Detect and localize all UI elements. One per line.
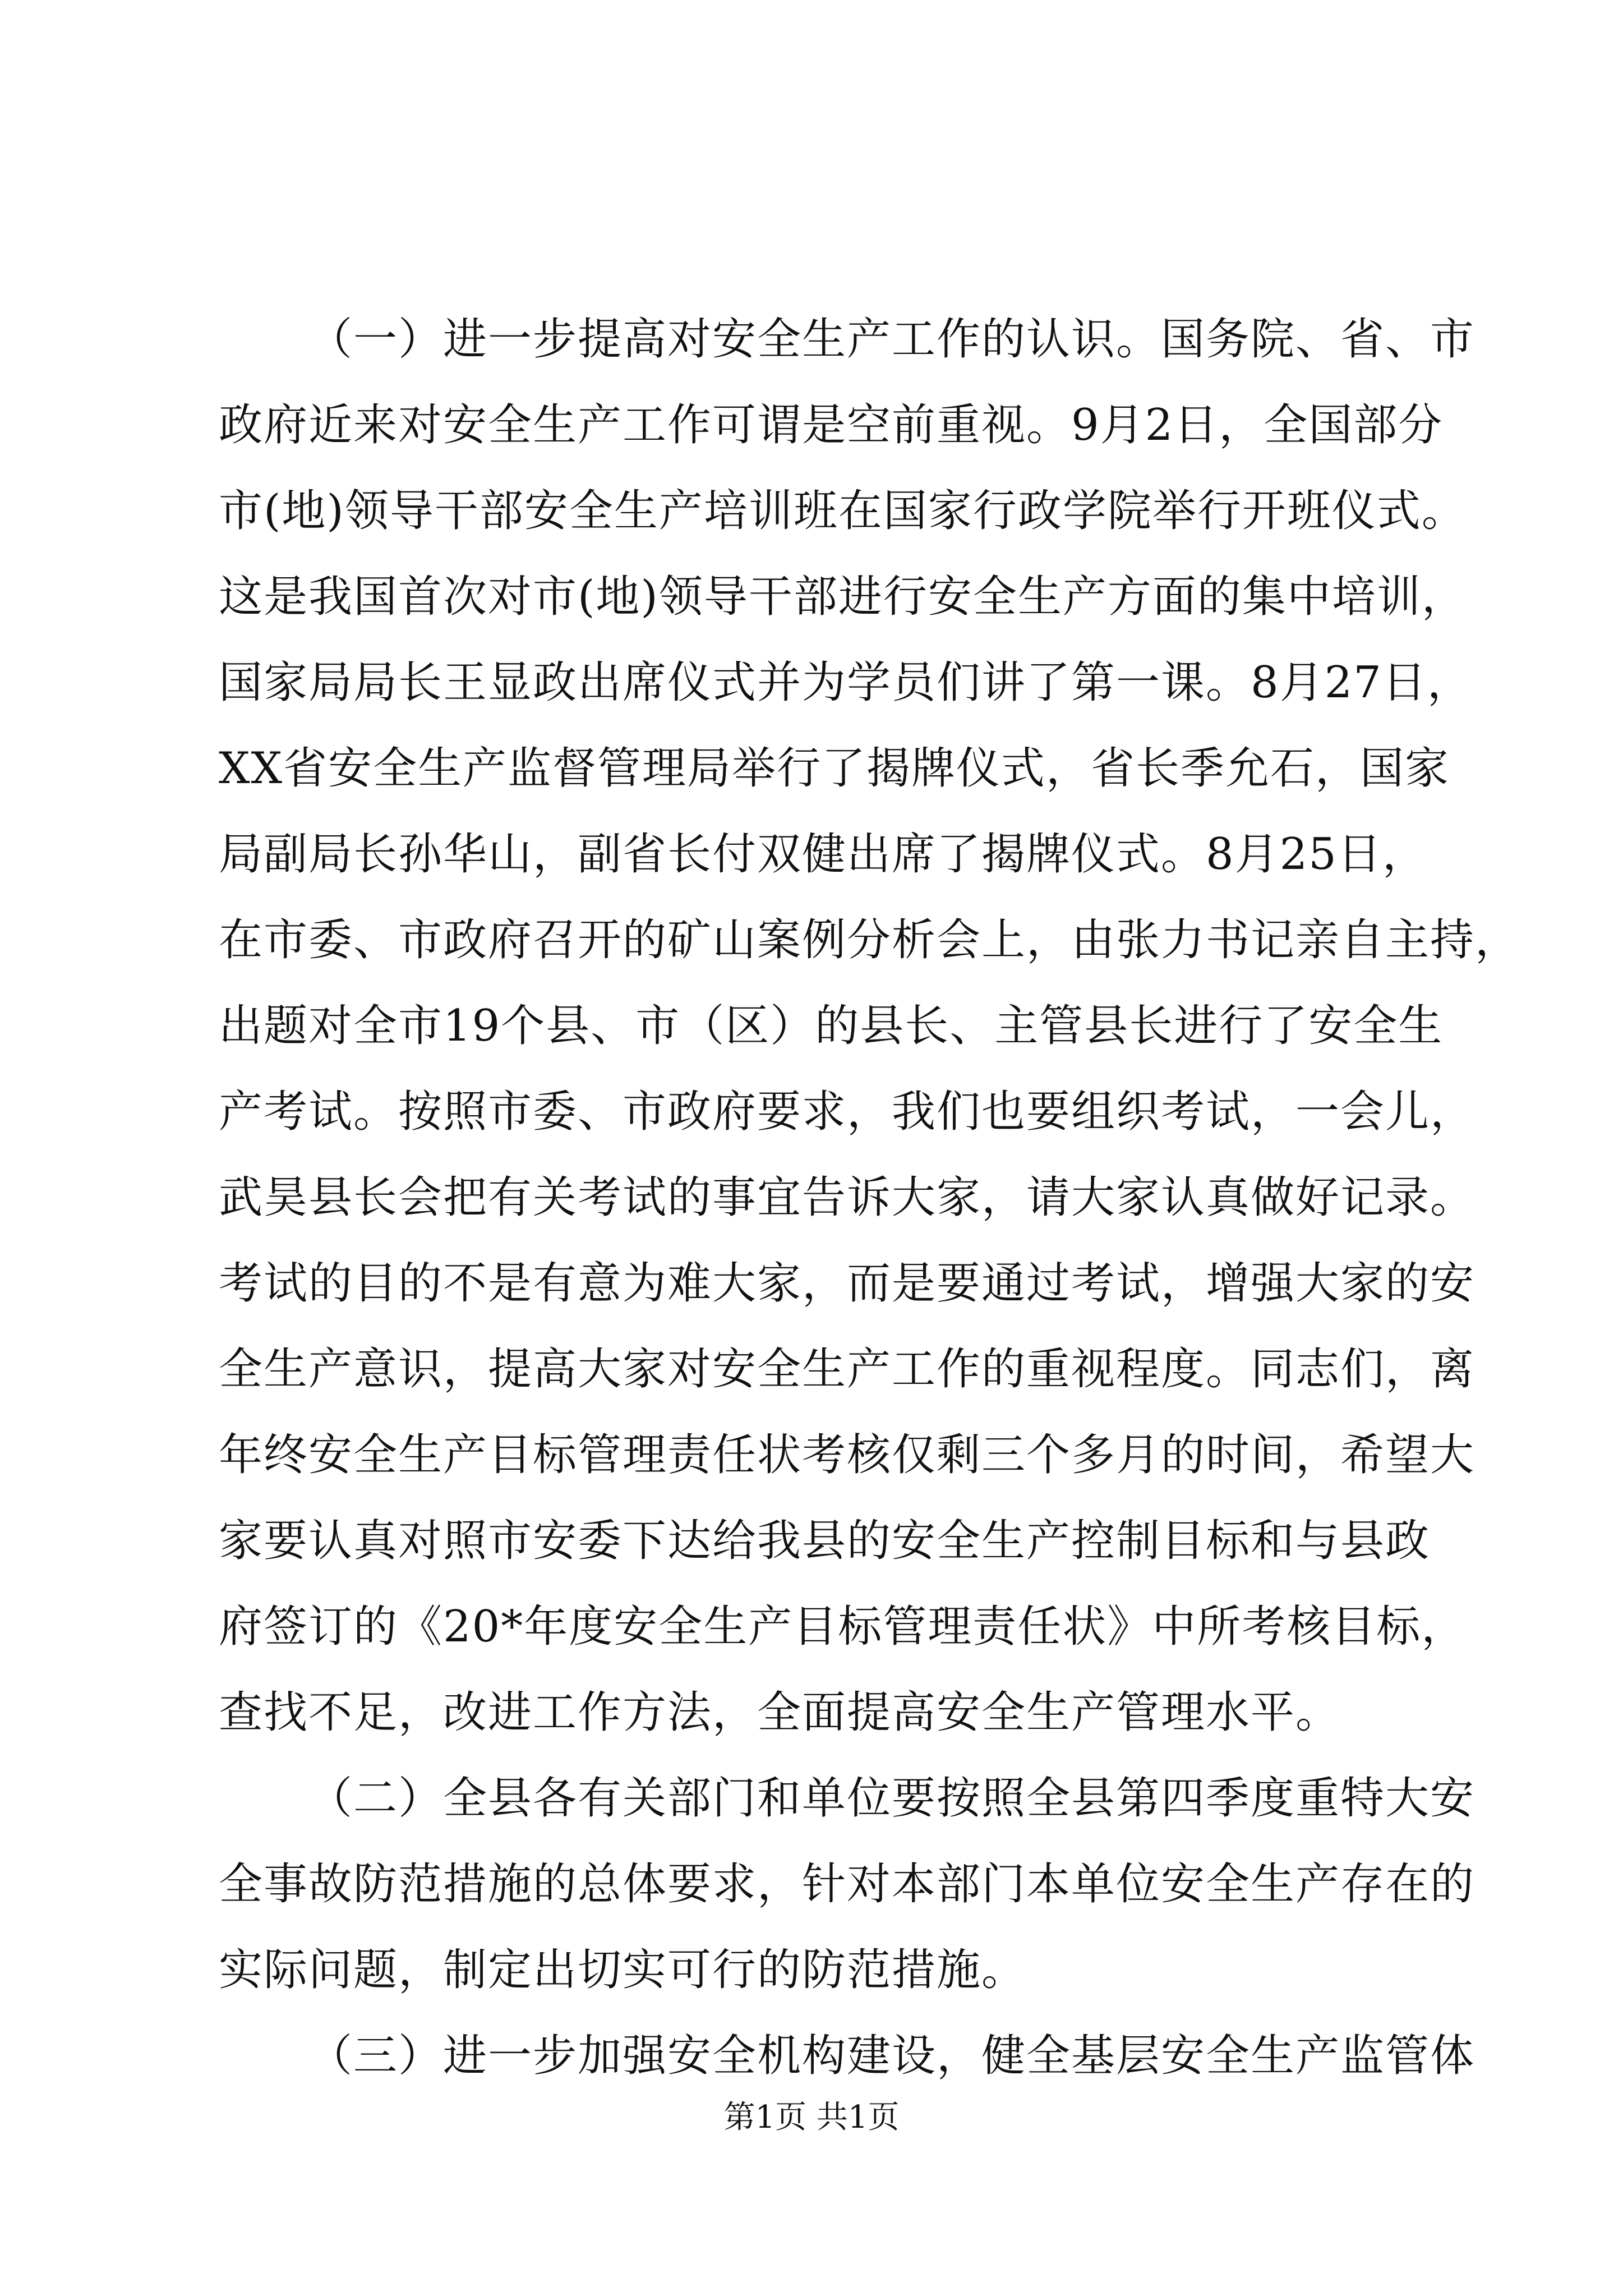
paragraph-1-line-16: 府签订的《20*年度安全生产目标管理责任状》中所考核目标，: [219, 1602, 1467, 1652]
paragraph-1-line-7: 局副局长孙华山，副省长付双健出席了揭牌仪式。8月25日，: [219, 829, 1427, 880]
paragraph-1-line-15: 家要认真对照市安委下达给我县的安全生产控制目标和与县政: [219, 1516, 1431, 1566]
paragraph-1-line-1: （一）进一步提高对安全生产工作的认识。国务院、省、市: [308, 314, 1476, 365]
paragraph-1-line-3: 市(地)领导干部安全生产培训班在国家行政学院举行开班仪式。: [219, 486, 1467, 536]
paragraph-1-line-9: 出题对全市19个县、市（区）的县长、主管县长进行了安全生: [219, 1001, 1444, 1051]
paragraph-2-line-1: （二）全县各有关部门和单位要按照全县第四季度重特大安: [308, 1773, 1476, 1824]
paragraph-1-line-11: 武昊县长会把有关考试的事宜告诉大家，请大家认真做好记录。: [219, 1172, 1476, 1223]
paragraph-1-line-12: 考试的目的不是有意为难大家，而是要通过考试，增强大家的安: [219, 1258, 1476, 1309]
paragraph-1-line-17: 查找不足，改进工作方法，全面提高安全生产管理水平。: [219, 1687, 1341, 1738]
page-footer: 第1页 共1页: [723, 2099, 900, 2136]
paragraph-1-line-2: 政府近来对安全生产工作可谓是空前重视。9月2日，全国部分: [219, 400, 1444, 450]
paragraph-1-line-4: 这是我国首次对市(地)领导干部进行安全生产方面的集中培训，: [219, 572, 1467, 622]
paragraph-1-line-8: 在市委、市政府召开的矿山案例分析会上，由张力书记亲自主持，: [219, 915, 1520, 965]
paragraph-1-line-14: 年终安全生产目标管理责任状考核仅剩三个多月的时间，希望大: [219, 1430, 1476, 1480]
paragraph-3-line-1: （三）进一步加强安全机构建设，健全基层安全生产监管体: [308, 2031, 1476, 2081]
paragraph-2-line-2: 全事故防范措施的总体要求，针对本部门本单位安全生产存在的: [219, 1859, 1476, 1910]
paragraph-1-line-13: 全生产意识，提高大家对安全生产工作的重视程度。同志们，离: [219, 1344, 1476, 1395]
paragraph-2-line-3: 实际问题，制定出切实可行的防范措施。: [219, 1945, 1027, 1995]
paragraph-1-line-10: 产考试。按照市委、市政府要求，我们也要组织考试，一会儿，: [219, 1087, 1476, 1137]
paragraph-1-line-5: 国家局局长王显政出席仪式并为学员们讲了第一课。8月27日，: [219, 657, 1472, 708]
paragraph-1-line-6: XX省安全生产监督管理局举行了揭牌仪式，省长季允石，国家: [219, 743, 1450, 794]
